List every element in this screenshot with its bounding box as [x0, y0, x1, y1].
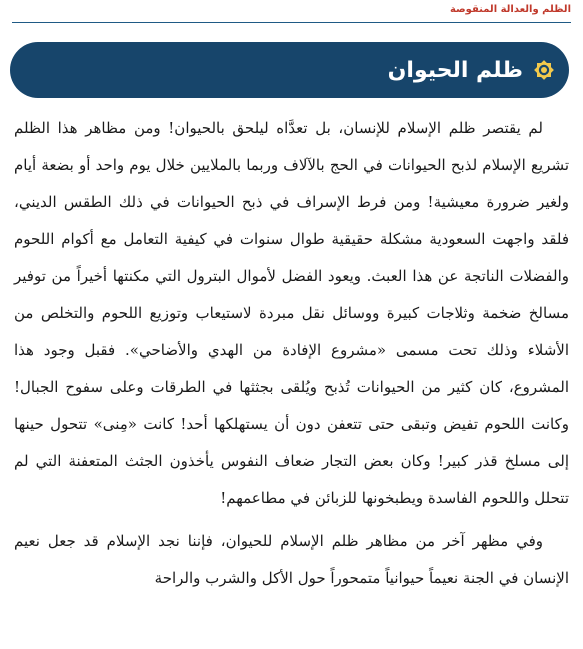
- body-text: [14, 110, 569, 603]
- paragraph: وفي مظهر آخر من مظاهر ظلم الإسلام للحيوان، فإننا نجد الإسلام قد جعل نعيم الإنسان في الجنة نعيماً حيوانياً متمحوراً حول الأكل والشرب والراحة: [14, 532, 569, 587]
- paragraph: لم يقتصر ظلم الإسلام للإنسان، بل تعدَّاه ليلحق بالحيوان! ومن مظاهر هذا الظلم تشريع الإسلام لذبح الحيوانات في الحج بالآلاف وربما بالملايين خلال يوم واحد أو بضعة أيام ولغير ضرورة معيشية! ومن فرط الإسراف في ذبح الحيوانات في ذلك الطقس الديني، فلقد واجهت السعودية مشكلة حقيقية طوال سنوات في كيفية التعامل مع أكوام اللحوم والفضلات الناتجة عن هذا العبث. ويعود الفضل لأموال البترول التي مكنتها أخيراً من توفير مسالخ ضخمة وثلاجات كبيرة ووسائل نقل مبردة لاستيعاب وتوزيع اللحوم والتخلص من الأشلاء وذلك تحت مسمى «مشروع الإفادة من الهدي والأضاحي». فقبل وجود هذا المشروع، كان كثير من الحيوانات تُذبح ويُلقى بجثثها في الطرقات وعلى سفوح الجبال! وكانت اللحوم تفيض وتبقى حتى تتعفن دون أن يستهلكها أحد! كانت «مِنى» تتحول حينها إلى مسلخ قذر كبير! وكان بعض التجار ضعاف النفوس يأخذون الجثث المتعفنة التي لم تتحلل واللحوم الفاسدة ويطبخونها للزبائن في مطاعمهم!: [14, 119, 569, 507]
- chapter-banner: [10, 42, 569, 98]
- ornament-star-icon: [531, 57, 557, 83]
- running-header: الظلم والعدالة المنقوصة: [449, 4, 571, 15]
- chapter-title: ظلم الحيوان: [387, 57, 523, 83]
- header-rule: [12, 22, 571, 23]
